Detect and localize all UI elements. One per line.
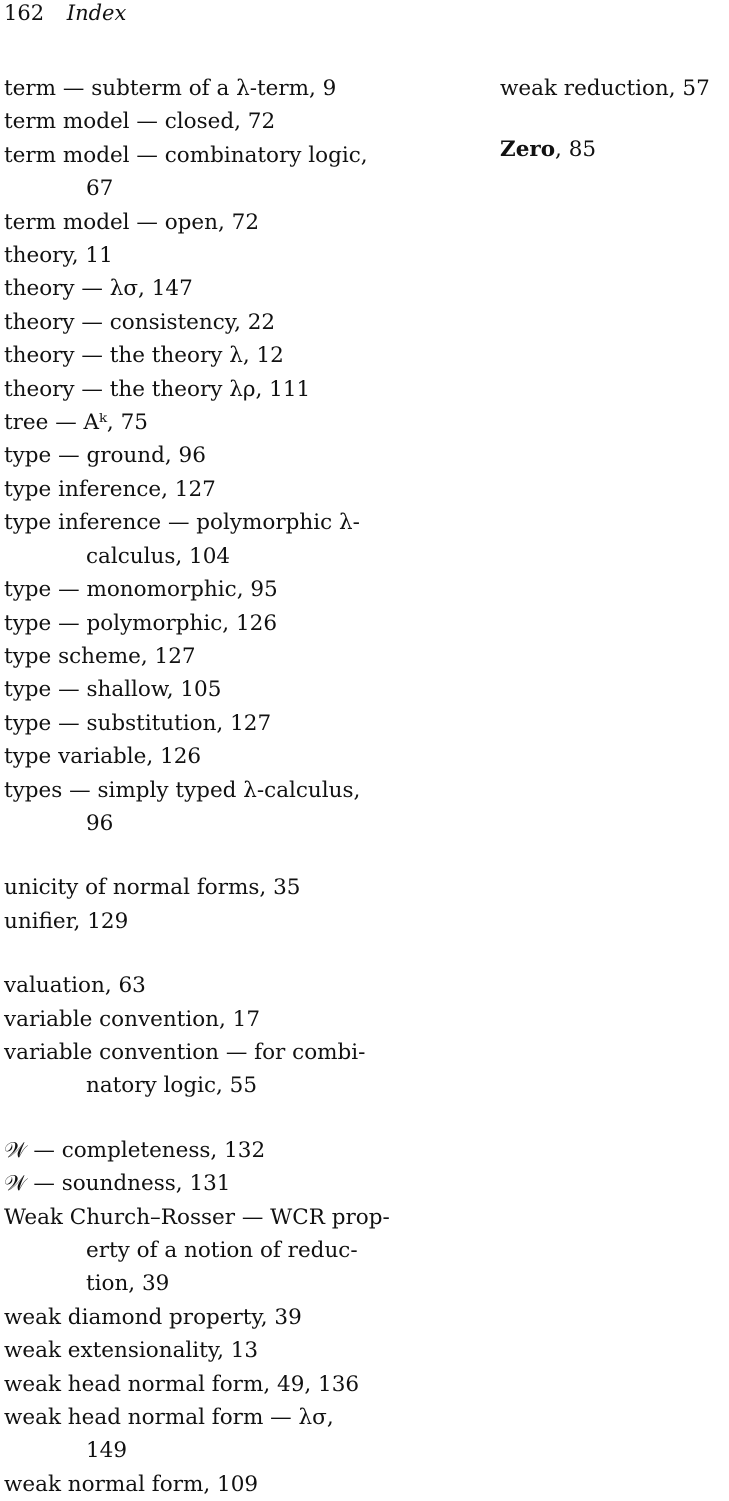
index-column-right — [500, 72, 729, 167]
index-entry: 𝒲 — soundness, 131 — [4, 1171, 231, 1197]
page-number: 162 — [4, 1, 45, 25]
index-entry: variable convention — for combi- natory logic, 55 — [4, 1039, 366, 1099]
index-entry: type variable, 126 — [4, 744, 202, 770]
index-entry: valuation, 63 — [4, 973, 146, 999]
index-entry: unifier, 129 — [4, 908, 129, 934]
index-entry: weak extensionality, 13 — [4, 1338, 259, 1364]
index-entry: term model — open, 72 — [4, 209, 260, 235]
index-entry: term model — closed, 72 — [4, 109, 276, 135]
index-entry: theory — consistency, 22 — [4, 309, 276, 335]
index-entry: type — monomorphic, 95 — [4, 577, 278, 603]
index-entry: Zero, 85 — [500, 137, 597, 163]
index-entry: type — shallow, 105 — [4, 677, 222, 703]
letter-group-gap — [500, 105, 729, 133]
index-entry: theory — the theory λρ, 111 — [4, 376, 311, 402]
index-entry: term model — combinatory logic, 67 — [4, 142, 368, 202]
index-entry: theory — λσ, 147 — [4, 276, 193, 302]
index-entry: 𝒲 — completeness, 132 — [4, 1137, 266, 1163]
index-entry: type — substitution, 127 — [4, 710, 272, 736]
index-entry: theory — the theory λ, 12 — [4, 343, 284, 369]
index-entry: weak reduction, 57 — [500, 76, 710, 101]
page-header — [4, 0, 126, 26]
index-entry: variable convention, 17 — [4, 1006, 261, 1032]
index-entry: weak diamond property, 39 — [4, 1304, 302, 1330]
index-entry: type scheme, 127 — [4, 643, 196, 669]
running-title: Index — [66, 1, 127, 25]
index-entry: term — subterm of a λ-term, 9 — [4, 76, 337, 101]
letter-group-gap — [4, 1103, 444, 1134]
index-column-left — [4, 72, 444, 1501]
letter-group-gap — [4, 840, 444, 871]
index-entry: weak normal form, 109 — [4, 1471, 259, 1497]
index-entry: type inference — polymorphic λ- calculus, 104 — [4, 510, 360, 569]
index-entry: type inference, 127 — [4, 476, 216, 502]
index-entry: tree — Aᵏ, 75 — [4, 410, 148, 436]
index-entry: type — ground, 96 — [4, 443, 206, 469]
index-entry: weak head normal form — λσ, 149 — [4, 1405, 334, 1464]
index-entry: weak head normal form, 49, 136 — [4, 1371, 360, 1397]
letter-group-gap — [4, 938, 444, 969]
index-entry: unicity of normal forms, 35 — [4, 875, 301, 901]
index-entry: theory, 11 — [4, 243, 113, 269]
index-entry: type — polymorphic, 126 — [4, 610, 278, 636]
index-entry: Weak Church–Rosser — WCR prop- erty of a notion of reduc- tion, 39 — [4, 1204, 390, 1297]
index-entry: types — simply typed λ-calculus, 96 — [4, 777, 361, 836]
